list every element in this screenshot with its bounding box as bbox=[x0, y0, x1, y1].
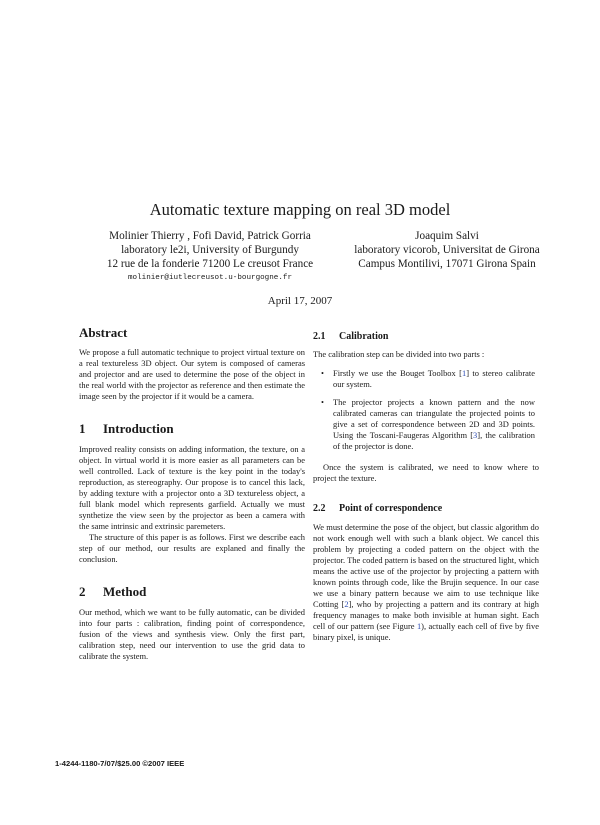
subsection-number: 2.1 bbox=[313, 331, 326, 342]
correspondence-paragraph bbox=[313, 522, 539, 643]
calibration-list bbox=[313, 368, 539, 452]
subsection-title: Point of correspondence bbox=[339, 503, 443, 514]
author-affiliation-left: laboratory le2i, University of Burgundy bbox=[121, 244, 299, 256]
copyright-footer: 1-4244-1180-7/07/$25.00 ©2007 IEEE bbox=[55, 759, 185, 768]
method-paragraph: Our method, which we want to be fully automatic, can be divided into four parts : calibration, finding point of correspondence, fusion of the views and synthesis view. Only the first part, calibration step, need our intervention to use the grid data to calibrate the system. bbox=[79, 607, 305, 661]
citation-link[interactable]: 2 bbox=[344, 599, 349, 609]
paragraph-text: ], who by projecting a pattern and its contrary at high frequency manages to make both invisible at human sight. Each cell of our pattern (see Figure bbox=[313, 599, 539, 631]
list-item-text: ] to stereo calibrate our system. bbox=[333, 368, 535, 389]
correspondence-heading bbox=[313, 503, 539, 514]
calibration-heading bbox=[313, 331, 539, 342]
author-names-right: Joaquim Salvi bbox=[415, 230, 479, 242]
list-item bbox=[313, 368, 539, 390]
bullet-icon: • bbox=[321, 397, 324, 407]
calibration-outro: Once the system is calibrated, we need to know where to project the texture. bbox=[313, 462, 539, 483]
subsection-title: Calibration bbox=[339, 331, 389, 342]
paragraph-text: We must determine the pose of the object, but classic algorithm do not work enough well with such a blank object. We cancel this problem by projecting a coded pattern on the object with the projector. The coded pattern is based on the structured light, which means the active use of the projector by projecting a pattern with known points through code, like the Brujin sequence. In our case we use a binary pattern because we aim to use technique like Cotting [ bbox=[313, 522, 539, 609]
list-item bbox=[313, 397, 539, 452]
citation-link[interactable]: 1 bbox=[461, 368, 467, 378]
section-number: 2 bbox=[79, 584, 86, 599]
paper-title: Automatic texture mapping on real 3D model bbox=[149, 200, 451, 219]
paper-date: April 17, 2007 bbox=[267, 295, 333, 307]
right-column bbox=[313, 331, 539, 643]
author-affiliation-right: laboratory vicorob, Universitat de Girona bbox=[354, 244, 540, 256]
subsection-number: 2.2 bbox=[313, 503, 326, 514]
abstract-heading: Abstract bbox=[79, 325, 128, 340]
author-block-left bbox=[85, 229, 335, 286]
paragraph-text: ), actually each cell of five by five binary pixel, is unique. bbox=[313, 621, 539, 642]
bullet-icon: • bbox=[321, 368, 324, 378]
section-title: Introduction bbox=[103, 421, 174, 436]
abstract-text: We propose a full automatic technique to project virtual texture on a real textureless 3D object. Our sytem is composed of cameras and projector and are used to determine the pose of the object in the real world with the projector as reference and then estimate the image seen by the projector if it would be a camera. bbox=[79, 347, 305, 401]
introduction-paragraph-1: Improved reality consists on adding information, the texture, on a object. In virtual world it is more easier as all parameters can be well controlled. Lack of texture is the key point in the today's reproduction, as stereography. Our propose is to cancel this lack, by adding texture with a projector onto a 3D textureless object, a full blank model which represents garfield. Actually we must synthetize the view seen by the projector as been a camera with the same intrinsic and extrinsic paremeters. bbox=[79, 444, 305, 531]
citation-link[interactable]: 3 bbox=[473, 430, 478, 440]
figure-link[interactable]: 1 bbox=[416, 621, 422, 631]
method-heading bbox=[79, 586, 305, 597]
author-address-left: 12 rue de la fonderie 71200 Le creusot France bbox=[106, 258, 314, 270]
author-address-right: Campus Montilivi, 17071 Girona Spain bbox=[358, 258, 536, 270]
introduction-paragraph-2: The structure of this paper is as follows. First we describe each step of our method, our results are explaned and finally the conclusion. bbox=[79, 532, 305, 564]
list-item-text: Firstly we use the Bouget Toolbox [ bbox=[333, 368, 462, 378]
author-names-left: Molinier Thierry , Fofi David, Patrick Gorria bbox=[109, 230, 311, 242]
left-column bbox=[79, 327, 305, 662]
author-email: molinier@iutlecreusot.u-bourgogne.fr bbox=[127, 274, 293, 282]
list-item-text: The projector projects a known pattern and the now calibrated cameras can triangulate the projected points to give a set of correspondence between 2D and 3D points. Using the Toscani-Faugeras Algorithm [ bbox=[333, 397, 535, 440]
section-number: 1 bbox=[79, 421, 86, 436]
calibration-intro: The calibration step can be divided into two parts : bbox=[313, 349, 485, 359]
list-item-text: ], the calibration of the projector is done. bbox=[333, 430, 535, 451]
section-title: Method bbox=[103, 584, 147, 599]
introduction-heading bbox=[79, 423, 305, 434]
author-block-right bbox=[322, 229, 572, 271]
